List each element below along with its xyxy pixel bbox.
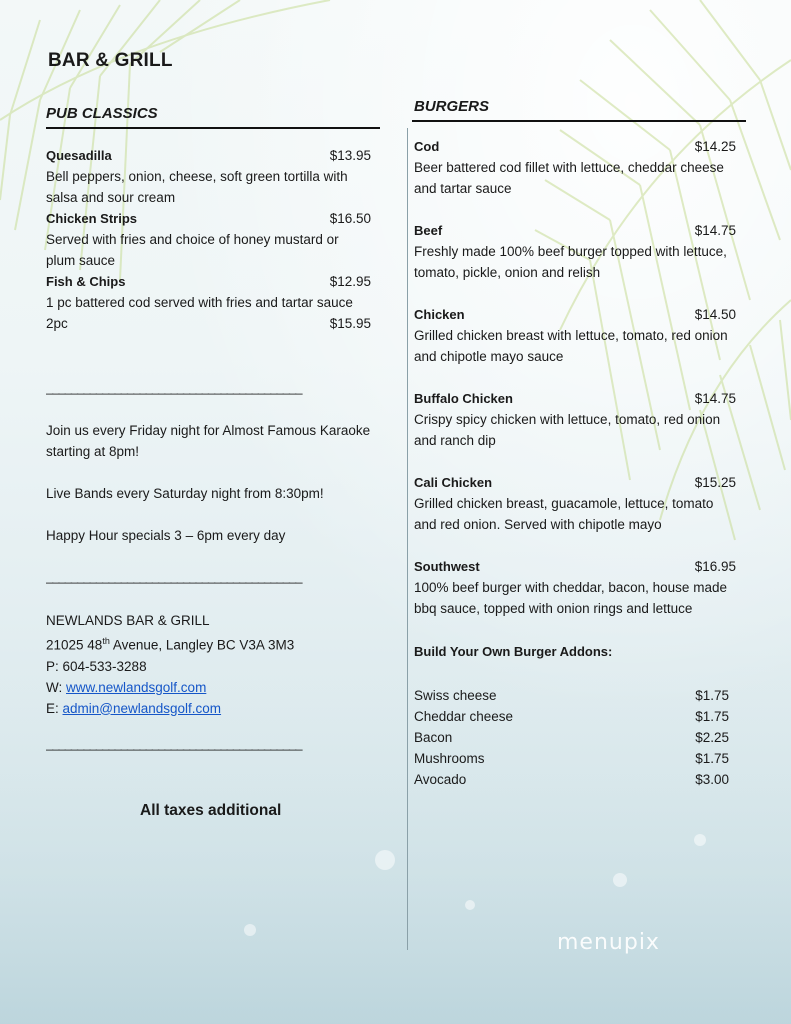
taxes-note: All taxes additional <box>140 802 282 819</box>
item-price: $14.75 <box>694 391 736 406</box>
item-name: Cali Chicken <box>414 475 493 490</box>
menu-item <box>414 304 736 367</box>
address-suffix: th <box>102 636 110 646</box>
separator-line: _________________________________________ <box>46 380 302 395</box>
column-divider <box>407 128 408 950</box>
addon-price: $2.25 <box>695 730 729 745</box>
addon-name: Avocado <box>414 772 467 787</box>
menu-item <box>414 472 736 535</box>
item-description: Freshly made 100% beef burger topped with lettuce, tomato, pickle, onion and relish <box>414 244 727 280</box>
item-price: $14.25 <box>694 139 736 154</box>
pub-classics-heading: PUB CLASSICS <box>46 105 158 122</box>
item-description: Crispy spicy chicken with lettuce, tomato, red onion and ranch dip <box>414 412 721 448</box>
item-price: $16.50 <box>329 211 371 226</box>
menu-item <box>414 556 736 619</box>
contact-block <box>46 610 371 719</box>
addons-heading: Build Your Own Burger Addons: <box>414 644 613 659</box>
pub-classics-rule <box>46 127 380 129</box>
item-price: $13.95 <box>329 148 371 163</box>
item-description: Grilled chicken breast, guacamole, lettuce, tomato and red onion. Served with chipotle mayo <box>414 496 714 532</box>
addons-list <box>414 685 729 790</box>
menu-item <box>46 208 371 271</box>
menupix-watermark: menupix <box>557 930 660 955</box>
event-karaoke: Join us every Friday night for Almost Famous Karaoke starting at 8pm! <box>46 423 371 459</box>
item-name: Cod <box>414 139 440 154</box>
item-description: Grilled chicken breast with lettuce, tomato, red onion and chipotle mayo sauce <box>414 328 728 364</box>
addon-item <box>414 769 729 790</box>
addon-price: $3.00 <box>695 772 729 787</box>
burgers-heading: BURGERS <box>414 98 490 115</box>
addon-price: $1.75 <box>695 688 729 703</box>
email-line <box>46 698 371 719</box>
address-number: 21025 48 <box>46 637 103 653</box>
business-name: NEWLANDS BAR & GRILL <box>46 613 210 628</box>
item-name: Chicken <box>414 307 465 322</box>
item-price: $12.95 <box>329 274 371 289</box>
menu-item <box>46 145 371 208</box>
item-name: Buffalo Chicken <box>414 391 513 406</box>
menu-item <box>414 220 736 283</box>
separator-line: _________________________________________ <box>46 736 302 751</box>
item-name: Beef <box>414 223 443 238</box>
address-street: Avenue, Langley BC V3A 3M3 <box>109 637 295 653</box>
addon-price: $1.75 <box>695 751 729 766</box>
item-price: $15.95 <box>329 316 371 331</box>
burgers-rule <box>412 120 746 122</box>
phone: P: 604-533-3288 <box>46 658 147 674</box>
addon-name: Bacon <box>414 730 453 745</box>
pub-classics-list <box>46 145 371 334</box>
item-price: $14.50 <box>694 307 736 322</box>
item-name: Southwest <box>414 559 480 574</box>
address <box>46 631 371 656</box>
event-live-bands: Live Bands every Saturday night from 8:30pm! <box>46 486 324 501</box>
addon-name: Swiss cheese <box>414 688 497 703</box>
addon-item <box>414 748 729 769</box>
item-description: 100% beef burger with cheddar, bacon, house made bbq sauce, topped with onion rings and lettuce <box>414 580 727 616</box>
item-price: $16.95 <box>694 559 736 574</box>
item-price: $14.75 <box>694 223 736 238</box>
separator-line: _________________________________________ <box>46 569 302 584</box>
item-name: Fish & Chips <box>46 274 126 289</box>
website-label: W: <box>46 679 66 695</box>
addon-price: $1.75 <box>695 709 729 724</box>
page-title: BAR & GRILL <box>48 50 173 71</box>
item-description: Bell peppers, onion, cheese, soft green tortilla with salsa and sour cream <box>46 169 348 205</box>
event-happy-hour: Happy Hour specials 3 – 6pm every day <box>46 528 286 543</box>
menu-item <box>46 271 371 313</box>
item-option-label: 2pc <box>46 316 68 331</box>
website-line <box>46 677 371 698</box>
item-description: 1 pc battered cod served with fries and tartar sauce <box>46 295 353 310</box>
menu-item <box>414 388 736 451</box>
addon-name: Cheddar cheese <box>414 709 514 724</box>
fish-chips-2pc-row <box>46 313 371 334</box>
website-link[interactable]: www.newlandsgolf.com <box>66 679 207 695</box>
email-label: E: <box>46 700 63 716</box>
burgers-list <box>414 136 736 619</box>
addon-item <box>414 706 729 727</box>
addon-name: Mushrooms <box>414 751 485 766</box>
item-name: Quesadilla <box>46 148 112 163</box>
item-description: Served with fries and choice of honey mustard or plum sauce <box>46 232 339 268</box>
item-description: Beer battered cod fillet with lettuce, cheddar cheese and tartar sauce <box>414 160 724 196</box>
events-block <box>46 420 371 546</box>
menu-item <box>414 136 736 199</box>
item-name: Chicken Strips <box>46 211 138 226</box>
item-price: $15.25 <box>694 475 736 490</box>
addon-item <box>414 727 729 748</box>
email-link[interactable]: admin@newlandsgolf.com <box>62 700 222 716</box>
addon-item <box>414 685 729 706</box>
